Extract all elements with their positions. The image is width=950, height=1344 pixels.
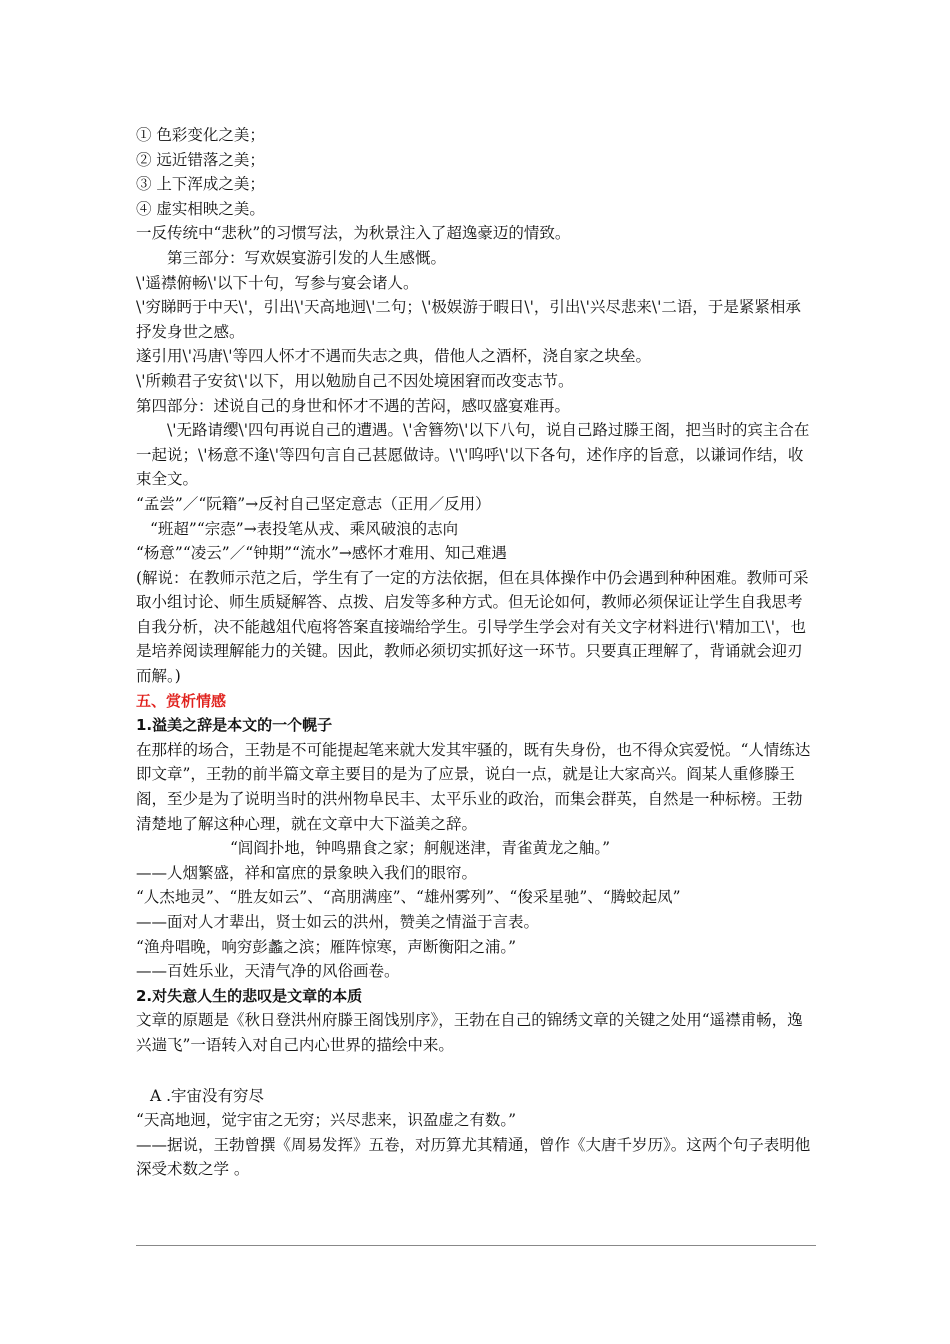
- quotation: “天高地迥，觉宇宙之无穷；兴尽悲来，识盈虚之有数。”: [136, 1111, 517, 1130]
- subheading: 1.溢美之辞是本文的一个幌子: [136, 716, 333, 735]
- blank-line: [136, 1058, 816, 1084]
- quotation: “人杰地灵”、“胜友如云”、“高朋满座”、“雄州雾列”、“俊采星驰”、“腾蛟起凤”: [136, 888, 681, 907]
- section-title: 第三部分：写欢娱宴游引发的人生感慨。: [167, 248, 447, 267]
- footer-divider: [136, 1245, 816, 1246]
- allusion-line: “杨意”“凌云”／“钟期”“流水”→感怀才难用、知己难遇: [136, 544, 507, 563]
- allusion-line: “班超”“宗悫”→表投笔从戎、乘风破浪的志向: [150, 519, 459, 538]
- quotation: “闾阎扑地，钟鸣鼎食之家；舸舰迷津，青雀黄龙之舳。”: [230, 839, 611, 858]
- paragraph: 在那样的场合，王勃是不可能提起笔来就大发其牢骚的，既有失身份，也不得众宾爱悦。“人情练达即文章”，王勃的前半篇文章主要目的是为了应景，说白一点，就是让大家高兴。阎某人重修滕王阁，至少是为了说明当时的洪州物阜民丰、太平乐业的政治，而集会群英，自然是一种标榜。王勃清楚地了解这种心理，就在文章中大下溢美之辞。: [136, 740, 811, 833]
- list-item: ① 色彩变化之美；: [136, 126, 265, 144]
- subsection-title: A .宇宙没有穷尽: [150, 1086, 265, 1105]
- subheading: 2.对失意人生的悲叹是文章的本质: [136, 986, 363, 1005]
- list-item: ③ 上下浑成之美；: [136, 175, 265, 194]
- commentary-paragraph: (解说：在教师示范之后，学生有了一定的方法依据，但在具体操作中仍会遇到种种困难。教师可采取小组讨论、师生质疑解答、点拨、启发等多种方式。但无论如何，教师必须保证让学生自我思考自我分析，决不能越俎代庖将答案直接端给学生。引导学生学会对有关文字材料进行\'精加工\'，也是培养阅读理解能力的关键。因此，教师必须切实抓好这一环节。只要真正理解了，背诵就会迎刃而解。): [136, 568, 809, 686]
- paragraph: \'遥襟俯畅\'以下十句，写参与宴会诸人。: [136, 273, 419, 292]
- commentary-line: ——百姓乐业，天清气净的风俗画卷。: [136, 962, 400, 981]
- paragraph: \'穷睇眄于中天\'，引出\'天高地迥\'二句；\'极娱游于暇日\'，引出\'兴尽悲来\'二语，于是紧紧相承抒发身世之感。: [136, 298, 801, 341]
- document-body: [136, 123, 816, 1182]
- section-title: 第四部分：述说自己的身世和怀才不遇的苦闷，感叹盛宴难再。: [136, 396, 571, 415]
- quotation: “渔舟唱晚，响穷彭蠡之滨；雁阵惊寒，声断衡阳之浦。”: [136, 937, 517, 956]
- section-heading: 五、赏析情感: [136, 691, 227, 710]
- allusion-line: “孟尝”／“阮籍”→反衬自己坚定意志（正用／反用）: [136, 494, 491, 513]
- list-item: ④ 虚实相映之美。: [136, 199, 265, 218]
- list-item: ② 远近错落之美；: [136, 150, 265, 169]
- commentary-line: ——人烟繁盛，祥和富庶的景象映入我们的眼帘。: [136, 863, 478, 882]
- paragraph: \'无路请缨\'四句再说自己的遭遇。\'舍簪笏\'以下八句，说自己路过滕王阁，把当时的宾主合在一起说；\'杨意不逢\'等四句言自己甚愿做诗。\'\'呜呼\'以下各句，述作序的旨意，以谦词作结，收束全文。: [136, 421, 810, 489]
- paragraph: 遂引用\'冯唐\'等四人怀才不遇而失志之典，借他人之酒杯，浇自家之块垒。: [136, 347, 651, 366]
- paragraph: 文章的原题是《秋日登洪州府滕王阁饯别序》，王勃在自己的锦绣文章的关键之处用“遥襟甫畅，逸兴遄飞”一语转入对自己内心世界的描绘中来。: [136, 1011, 803, 1054]
- commentary-paragraph: ——据说，王勃曾撰《周易发挥》五卷，对历算尤其精通，曾作《大唐千岁历》。这两个句子表明他深受术数之学 。: [136, 1135, 811, 1179]
- commentary-line: ——面对人才辈出，贤士如云的洪州，赞美之情溢于言表。: [136, 913, 540, 931]
- paragraph: \'所赖君子安贫\'以下，用以勉励自己不因处境困窘而改变志节。: [136, 371, 574, 390]
- paragraph: 一反传统中“悲秋”的习惯写法，为秋景注入了超逸豪迈的情致。: [136, 224, 571, 243]
